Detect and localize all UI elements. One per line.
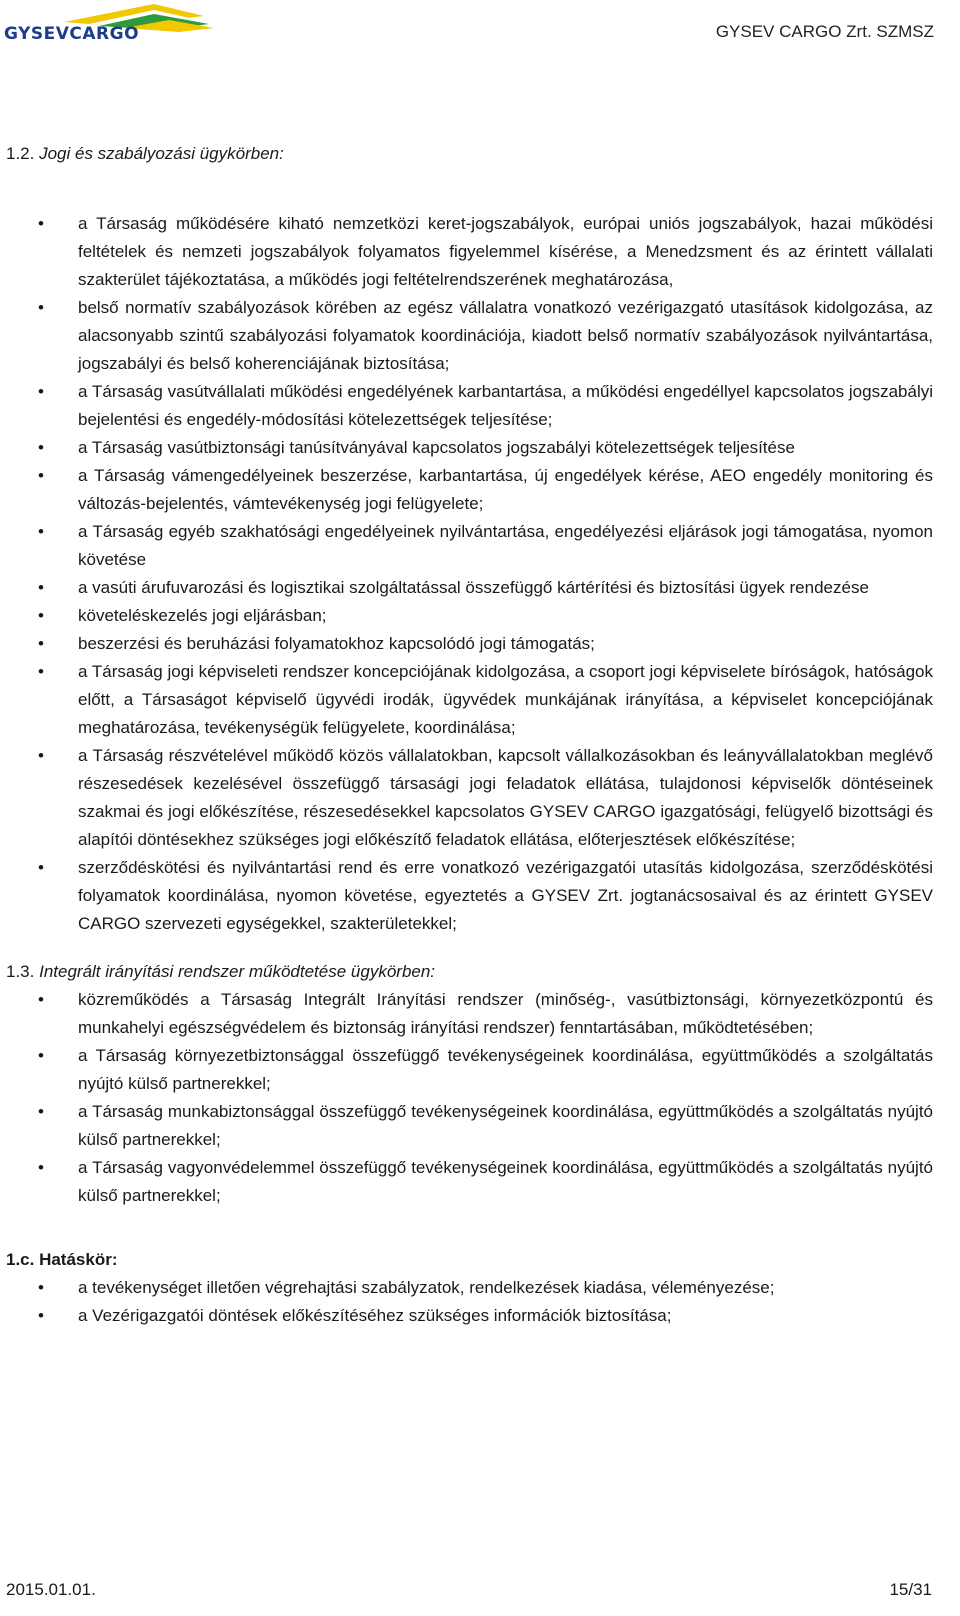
logo-text: GYSEVCARGO (4, 24, 140, 44)
section-1-2-list (6, 210, 933, 938)
list-item: • a Társaság jogi képviseleti rendszer koncepciójának kidolgozása, a csoport jogi képviselete bíróságok, hatóságok előtt, a Társaságot képviselő ügyvédi irodák, ügyvédek munkájának irányítása, a képviselet koncepciójának meghatározása, tevékenységük felügyelete, koordinálása; (6, 658, 933, 742)
list-item: • a Társaság vasútvállalati működési engedélyének karbantartása, a működési engedéllyel kapcsolatos jogszabályi bejelentési és engedély-módosítási kötelezettségek teljesítése; (6, 378, 933, 434)
bullet-icon: • (38, 858, 44, 877)
list-item: • a vasúti árufuvarozási és logisztikai szolgáltatással összefüggő kártérítési és biztosítási ügyek rendezése (6, 574, 933, 602)
list-item: • belső normatív szabályozások körében az egész vállalatra vonatkozó vezérigazgató utasítások kidolgozása, az alacsonyabb szintű szabályozási folyamatok koordinációja, kiadott belső normatív szabályozások nyilvántartása, jogszabályi és belső koherenciájának biztosítása; (6, 294, 933, 378)
bullet-icon: • (38, 1278, 44, 1297)
list-item: • a Társaság munkabiztonsággal összefüggő tevékenységeinek koordinálása, együttműködés a szolgáltatás nyújtó külső partnerekkel; (6, 1098, 933, 1154)
page-header (0, 0, 960, 60)
document-id: GYSEV CARGO Zrt. SZMSZ (715, 22, 934, 41)
list-item: • a Társaság vasútbiztonsági tanúsítványával kapcsolatos jogszabályi kötelezettségek teljesítése (6, 434, 933, 462)
section-1-3-title: 1.3. Integrált irányítási rendszer működtetése ügykörben: (6, 962, 436, 981)
bullet-icon: • (38, 466, 44, 485)
bullet-icon: • (38, 662, 44, 681)
list-item: • a Társaság egyéb szakhatósági engedélyeinek nyilvántartása, engedélyezési eljárások jogi támogatása, nyomon követése (6, 518, 933, 574)
page-number: 15/31 (889, 1580, 932, 1599)
list-item: • a tevékenységet illetően végrehajtási szabályzatok, rendelkezések kiadása, véleményezése; (6, 1274, 933, 1302)
bullet-icon: • (38, 214, 44, 233)
bullet-icon: • (38, 634, 44, 653)
bullet-icon: • (38, 746, 44, 765)
list-item: • közreműködés a Társaság Integrált Irányítási rendszer (minőség-, vasútbiztonsági, környezetközpontú és munkahelyi egészségvédelem és biztonság irányítási rendszer) fenntartásában, működtetésében; (6, 986, 933, 1042)
bullet-icon: • (38, 298, 44, 317)
bullet-icon: • (38, 1046, 44, 1065)
list-item: • beszerzési és beruházási folyamatokhoz kapcsolódó jogi támogatás; (6, 630, 933, 658)
section-1c-list (6, 1274, 933, 1330)
list-item: • a Társaság vámengedélyeinek beszerzése, karbantartása, új engedélyek kérése, AEO engedély monitoring és változás-bejelentés, vámtevékenység jogi felügyelete; (6, 462, 933, 518)
list-item: • a Társaság vagyonvédelemmel összefüggő tevékenységeinek koordinálása, együttműködés a szolgáltatás nyújtó külső partnerekkel; (6, 1154, 933, 1210)
section-1-2-title: 1.2. Jogi és szabályozási ügykörben: (6, 144, 284, 163)
bullet-icon: • (38, 1158, 44, 1177)
section-1-3-list (6, 986, 933, 1210)
bullet-icon: • (38, 1102, 44, 1121)
list-item: • a Társaság részvételével működő közös vállalatokban, kapcsolt vállalkozásokban és leányvállalatokban meglévő részesedések kezelésével összefüggő társasági jogi feladatok ellátása, tulajdonosi képviselők döntéseinek szakmai és jogi előkészítése, részesedésekkel kapcsolatos GYSEV CARGO igazgatósági, felügyelő bizottsági és alapítói döntésekhez szükséges jogi előkészítő feladatok ellátása, előterjesztések előkészítése; (6, 742, 933, 854)
list-item: • a Vezérigazgatói döntések előkészítéséhez szükséges információk biztosítása; (6, 1302, 933, 1330)
list-item: • a Társaság környezetbiztonsággal összefüggő tevékenységeinek koordinálása, együttműködés a szolgáltatás nyújtó külső partnerekkel; (6, 1042, 933, 1098)
bullet-icon: • (38, 606, 44, 625)
list-item: • szerződéskötési és nyilvántartási rend és erre vonatkozó vezérigazgatói utasítás kidolgozása, szerződéskötési folyamatok koordinálása, nyomon követése, egyeztetés a GYSEV Zrt. jogtanácsosaival és az érintett GYSEV CARGO szervezeti egységekkel, szakterületekkel; (6, 854, 933, 938)
footer-date: 2015.01.01. (6, 1580, 96, 1599)
section-1c-title: 1.c. Hatáskör: (6, 1250, 118, 1269)
bullet-icon: • (38, 990, 44, 1009)
bullet-icon: • (38, 382, 44, 401)
bullet-icon: • (38, 438, 44, 457)
list-item: • követeléskezelés jogi eljárásban; (6, 602, 933, 630)
bullet-icon: • (38, 578, 44, 597)
bullet-icon: • (38, 1306, 44, 1325)
bullet-icon: • (38, 522, 44, 541)
list-item: • a Társaság működésére kiható nemzetközi keret-jogszabályok, európai uniós jogszabályok, hazai működési feltételek és nemzeti jogszabályok folyamatos figyelemmel kísérése, a Menedzsment és az érintett vállalati szakterület tájékoztatása, a működés jogi feltételrendszerének meghatározása, (6, 210, 933, 294)
document-body (6, 140, 933, 1330)
